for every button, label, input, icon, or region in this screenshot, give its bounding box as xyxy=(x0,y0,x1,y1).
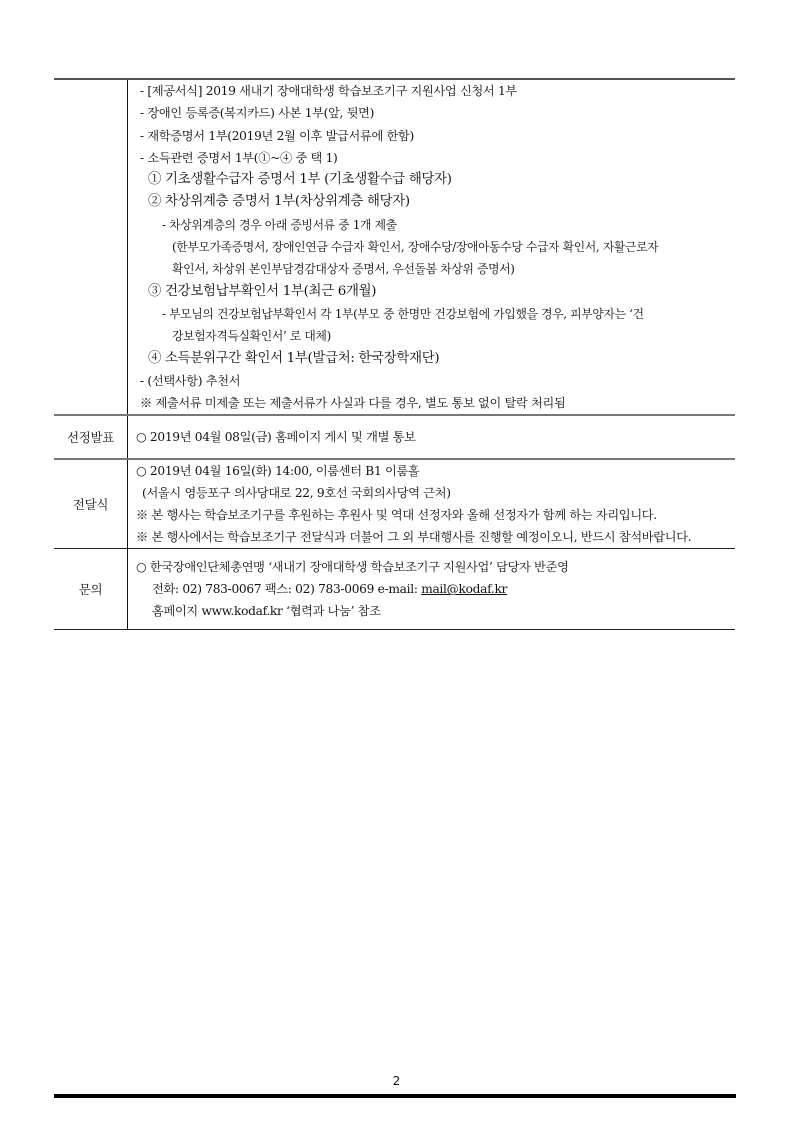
email-link[interactable]: mail@kodaf.kr xyxy=(421,582,508,597)
ceremony-address: (서울시 영등포구 의사당대로 22, 9호선 국회의사당역 근처) xyxy=(142,486,451,501)
ceremony-datetime: ○ 2019년 04월 16일(화) 14:00, 이룸센터 B1 이룸홀 xyxy=(136,464,420,479)
info-table xyxy=(54,78,735,630)
documents-row xyxy=(54,79,735,415)
ceremony-row xyxy=(54,459,735,549)
inquiry-row xyxy=(54,549,735,630)
footer-rule xyxy=(54,1094,736,1098)
doc-item: - 재학증명서 1부(2019년 2월 이후 발급서류에 한함) xyxy=(140,128,414,143)
page-number: 2 xyxy=(392,1074,401,1088)
doc-subitem: ④ 소득분위구간 확인서 1부(발급처: 한국장학재단) xyxy=(148,350,440,366)
doc-item: - 장애인 등록증(복지카드) 사본 1부(앞, 뒷면) xyxy=(140,106,375,121)
selection-content xyxy=(128,415,736,459)
selection-label: 선정발표 xyxy=(54,415,128,459)
ceremony-label: 전달식 xyxy=(54,459,128,549)
doc-item: - 소득관련 증명서 1부(①~④ 중 택 1) xyxy=(140,150,338,165)
doc-subitem: ① 기초생활수급자 증명서 1부 (기초생활수급 해당자) xyxy=(148,172,452,188)
ceremony-content xyxy=(128,459,736,549)
doc-warning-note: ※ 제출서류 미제출 또는 제출서류가 사실과 다를 경우, 별도 통보 없이 탈락 처리됨 xyxy=(140,396,566,411)
selection-row xyxy=(54,415,735,459)
doc-subnote-cont: 강보험자격득실확인서’ 로 대체) xyxy=(172,329,331,344)
ceremony-note-2: ※ 본 행사에서는 학습보조기구 전달식과 더불어 그 외 부대행사를 진행할 예정이오니, 반드시 참석바랍니다. xyxy=(136,530,692,545)
doc-subnote: - 차상위계층의 경우 아래 증빙서류 중 1개 제출 xyxy=(162,217,397,232)
doc-subnote: - 부모님의 건강보험납부확인서 각 1부(부모 중 한명만 건강보험에 가입했을 경우, 피부양자는 ‘건 xyxy=(162,306,644,321)
doc-item: - [제공서식] 2019 새내기 장애대학생 학습보조기구 지원사업 신청서 1부 xyxy=(140,84,517,98)
doc-subnote-cont: (한부모가족증명서, 장애인연금 수급자 확인서, 장애수당/장애아동수당 수급자 확인서, 자활근로자 xyxy=(172,240,659,255)
selection-text: ○ 2019년 04월 08일(금) 홈페이지 게시 및 개별 통보 xyxy=(136,430,416,445)
documents-label-cell xyxy=(54,79,128,415)
doc-subitem: ③ 건강보험납부확인서 1부(최근 6개월) xyxy=(148,283,377,299)
inquiry-phone-fax: 전화: 02) 783-0067 팩스: 02) 783-0069 e-mail: xyxy=(152,582,422,597)
inquiry-content xyxy=(128,549,736,630)
doc-subitem: ② 차상위계층 증명서 1부(차상위계층 해당자) xyxy=(148,194,410,210)
doc-subnote-cont: 확인서, 차상위 본인부담경감대상자 증명서, 우선돌봄 차상위 증명서) xyxy=(172,262,515,277)
doc-item: - (선택사항) 추천서 xyxy=(140,373,241,388)
documents-content xyxy=(128,79,736,415)
inquiry-label: 문의 xyxy=(54,549,128,630)
ceremony-note-1: ※ 본 행사는 학습보조기구를 후원하는 후원사 및 역대 선정자와 올해 선정자가 함께 하는 자리입니다. xyxy=(136,508,657,523)
inquiry-homepage: 홈페이지 www.kodaf.kr ‘협력과 나눔’ 참조 xyxy=(152,604,381,619)
inquiry-phone-fax-email xyxy=(134,578,733,600)
inquiry-contact-person: ○ 한국장애인단체총연맹 ‘새내기 장애대학생 학습보조기구 지원사업’ 담당자 반준영 xyxy=(136,560,569,575)
